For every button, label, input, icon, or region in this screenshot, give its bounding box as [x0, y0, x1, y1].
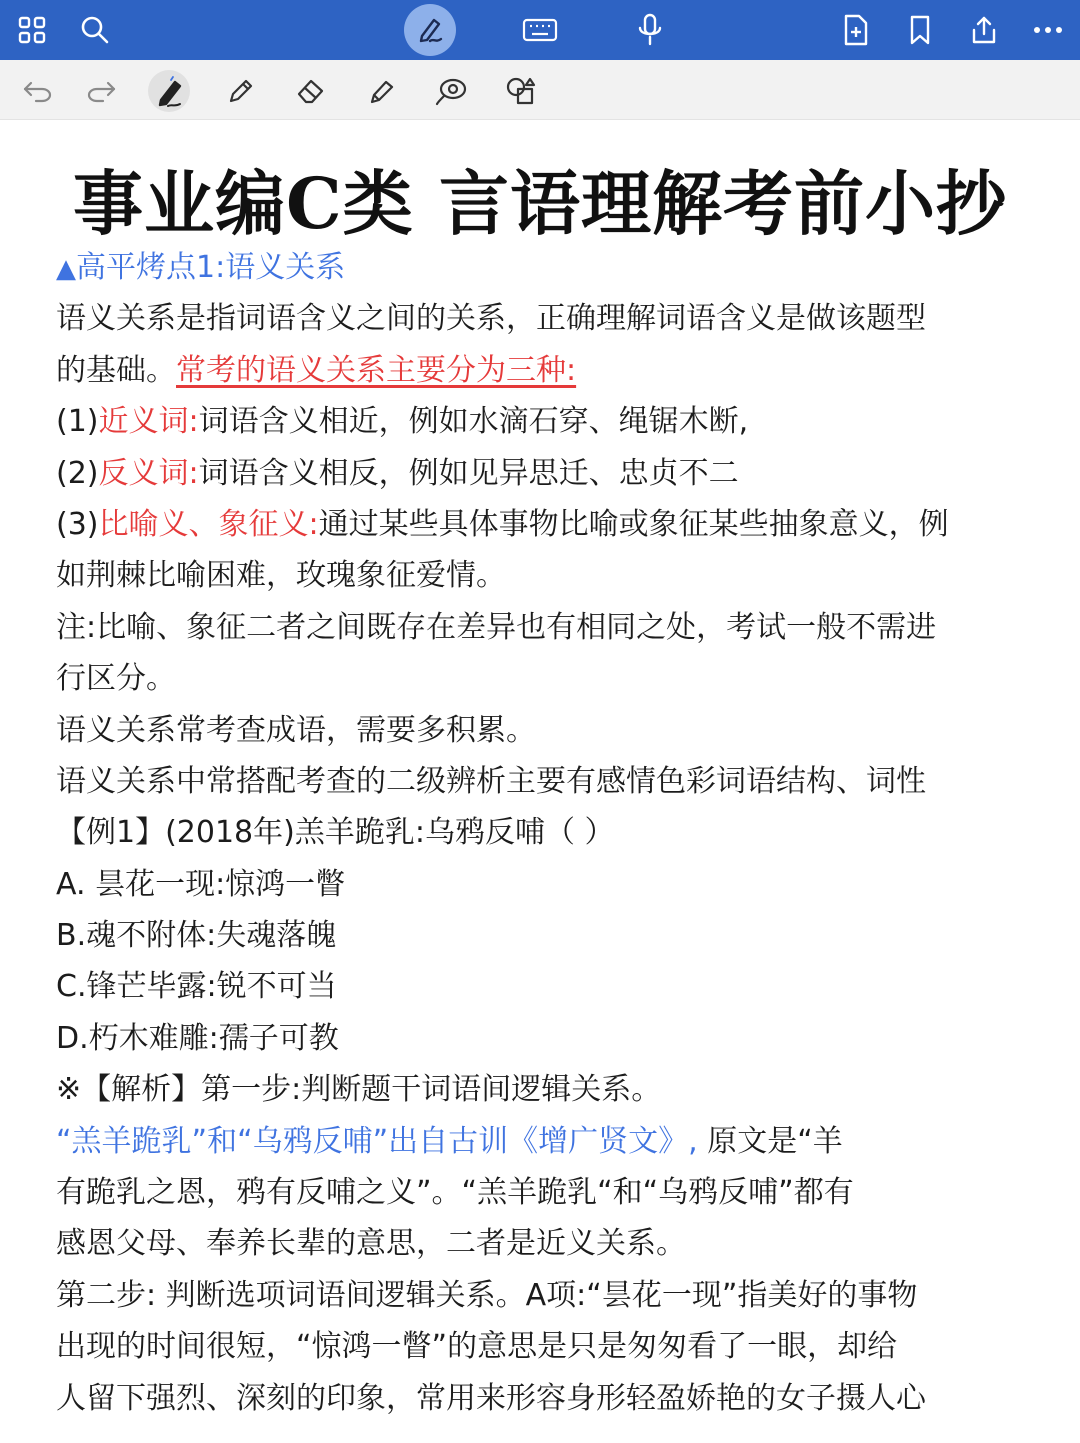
- source-highlight: “羔羊跪乳”和“乌鸦反哺”出自古训《增广贤文》,: [56, 1123, 698, 1159]
- analysis-heading: ※【解析】第一步:判断题干词语间逻辑关系。: [56, 1072, 662, 1108]
- add-page-icon[interactable]: [834, 8, 878, 52]
- option-c: C.锋芒毕露:锐不可当: [56, 969, 337, 1005]
- shapes-icon[interactable]: [500, 70, 542, 112]
- option-b: B.魂不附体:失魂落魄: [56, 918, 337, 954]
- eraser-icon[interactable]: [290, 70, 332, 112]
- page-title: 事业编C类 言语理解考前小抄: [72, 162, 1008, 245]
- grid-icon[interactable]: [10, 8, 54, 52]
- bookmark-icon[interactable]: [898, 8, 942, 52]
- microphone-icon[interactable]: [628, 8, 672, 52]
- lasso-icon[interactable]: [430, 70, 472, 112]
- key-point: 常考的语义关系主要分为三种:: [176, 352, 577, 388]
- list-item: (2)反义词:词语含义相反，例如见异思迁、忠贞不二: [56, 455, 739, 491]
- keyboard-icon[interactable]: [518, 8, 562, 52]
- option-d: D.朽木难雕:孺子可教: [56, 1020, 339, 1056]
- note-line: 行区分。: [56, 661, 176, 697]
- undo-icon[interactable]: [17, 70, 59, 112]
- note-page[interactable]: [0, 120, 1080, 1443]
- note-line: 注:比喻、象征二者之间既存在差异也有相同之处，考试一般不需进: [56, 609, 937, 645]
- text-line: 人留下强烈、深刻的印象，常用来形容身形轻盈娇艳的女子摄人心: [56, 1380, 926, 1416]
- redo-icon[interactable]: [80, 70, 122, 112]
- highlighter-icon[interactable]: [360, 70, 402, 112]
- list-item: (1)近义词:词语含义相近，例如水滴石穿、绳锯木断,: [56, 404, 749, 440]
- term-label: 比喻义、象征义:: [98, 506, 319, 542]
- text-line: 出现的时间很短，“惊鸿一瞥”的意思是只是匆匆看了一眼，却给: [56, 1329, 898, 1365]
- share-icon[interactable]: [962, 8, 1006, 52]
- stylus-icon[interactable]: [148, 70, 190, 112]
- list-item: (3)比喻义、象征义:通过某些具体事物比喻或象征某些抽象意义，例: [56, 506, 949, 542]
- text-line: 感恩父母、奉养长辈的意思，二者是近义关系。: [56, 1226, 686, 1262]
- app-toolbar: [0, 0, 1080, 60]
- text-line: 的基础。常考的语义关系主要分为三种:: [56, 352, 577, 388]
- text-line: 第二步: 判断选项词语间逻辑关系。A项:“昙花一现”指美好的事物: [56, 1277, 918, 1313]
- pencil-icon[interactable]: [220, 70, 262, 112]
- triangle-icon: ▲: [56, 254, 76, 284]
- note-body: [56, 242, 1046, 1424]
- text-line: 如荆棘比喻困难，玫瑰象征爱情。: [56, 558, 506, 594]
- text-line: 语义关系常考查成语，需要多积累。: [56, 712, 536, 748]
- search-icon[interactable]: [73, 8, 117, 52]
- text-line: 语义关系是指词语含义之间的关系，正确理解词语含义是做该题型: [56, 301, 926, 337]
- option-a: A. 昙花一现:惊鸿一瞥: [56, 866, 346, 902]
- more-icon[interactable]: [1026, 8, 1070, 52]
- pen-mode-icon[interactable]: [404, 4, 456, 56]
- text-line: 有跪乳之恩，鸦有反哺之义”。“羔羊跪乳“和“乌鸦反哺”都有: [56, 1175, 854, 1211]
- text-line: “羔羊跪乳”和“乌鸦反哺”出自古训《增广贤文》, 原文是“羊: [56, 1123, 843, 1159]
- ink-toolbar: [0, 60, 1080, 120]
- term-label: 近义词:: [98, 404, 199, 440]
- example-question: 【例1】(2018年)羔羊跪乳:乌鸦反哺（ ）: [56, 815, 615, 851]
- section-heading: ▲高平烤点1:语义关系: [56, 250, 346, 285]
- text-line: 语义关系中常搭配考查的二级辨析主要有感情色彩词语结构、词性: [56, 763, 926, 799]
- term-label: 反义词:: [98, 455, 199, 491]
